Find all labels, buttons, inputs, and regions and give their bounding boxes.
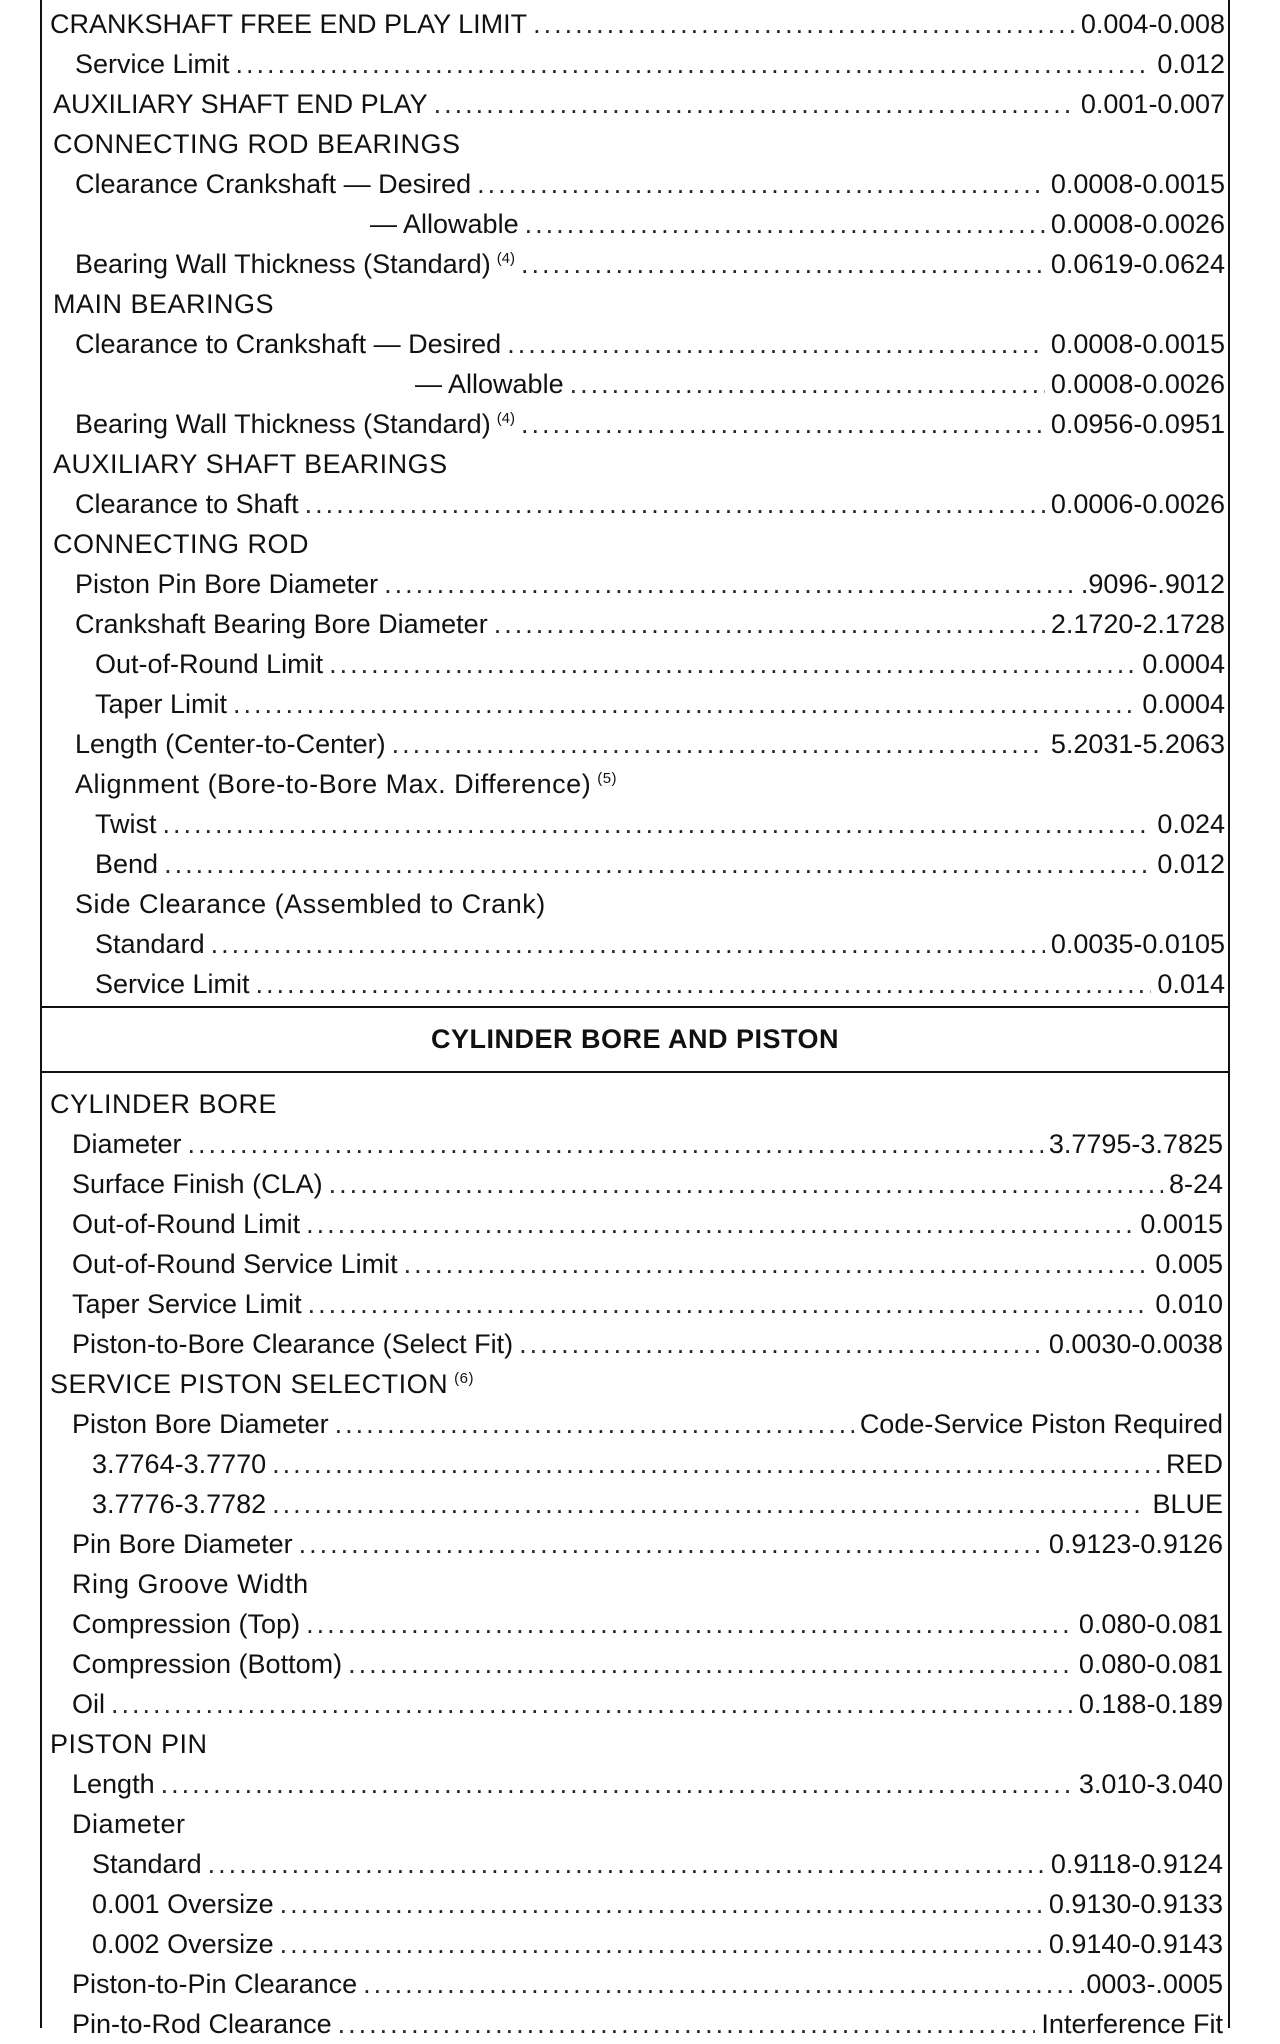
spec-label: 3.7776-3.7782 [92,1489,267,1519]
dot-leader [434,84,1075,124]
spec-row [415,364,1225,404]
dot-leader [392,724,1045,764]
dot-leader [329,644,1136,684]
spec-row [75,164,1225,204]
spec-value: 0.080-0.081 [1078,1609,1223,1639]
spec-row [53,124,1225,164]
dot-leader [338,2004,1036,2044]
dot-leader [570,364,1045,404]
dot-leader [404,1244,1150,1284]
dot-leader [525,204,1045,244]
spec-label: 0.002 Oversize [92,1929,274,1959]
dot-leader [236,44,1152,84]
spec-value: 3.010-3.040 [1078,1769,1223,1799]
spec-label: Length [72,1769,155,1799]
spec-row [92,1884,1223,1924]
spec-row [75,884,1225,924]
spec-value: 0.9130-0.9133 [1048,1889,1223,1919]
dot-leader [188,1124,1043,1164]
spec-row [75,324,1225,364]
spec-row [72,1804,1225,1844]
dot-leader [280,1924,1043,1964]
spec-value: 0.010 [1155,1289,1223,1319]
dot-leader [111,1684,1073,1724]
dot-leader [211,924,1045,964]
spec-label: Clearance to Crankshaft — Desired [75,329,502,359]
spec-row: Bearing Wall Thickness (Standard) $^{(4)}$ ..... 0.0956-0.0951 [75,404,1225,444]
spec-value: 0.0956-0.0951 [1050,409,1225,439]
spec-value: 0.188-0.189 [1078,1689,1223,1719]
spec-row [72,1564,1225,1604]
spec-row [72,1604,1223,1644]
spec-row [72,1404,1223,1444]
spec-label: Pin-to-Rod Clearance [72,2009,332,2039]
dot-leader [233,684,1136,724]
section-title: CYLINDER BORE AND PISTON [430,1024,840,1054]
spec-label: Service Limit [95,969,250,999]
spec-label: CONNECTING ROD [53,529,309,559]
spec-row [72,1244,1223,1284]
spec-row [72,1764,1223,1804]
spec-row [72,1964,1223,2004]
spec-label: Pin Bore Diameter [72,1529,293,1559]
spec-row [92,1844,1223,1884]
spec-row [75,724,1225,764]
spec-value: 0.0006-0.0026 [1050,489,1225,519]
spec-label: Bend [95,849,159,879]
spec-row [53,284,1225,324]
spec-label: Bearing Wall Thickness (Standard) [75,249,491,279]
spec-value: 0.0008-0.0015 [1050,329,1225,359]
spec-row: Bearing Wall Thickness (Standard) $^{(4)}$ ..... 0.0619-0.0624 [75,244,1225,284]
spec-label: Piston-to-Pin Clearance [72,1969,358,1999]
spec-value: 8-24 [1168,1169,1223,1199]
spec-row [72,1524,1223,1564]
dot-leader [494,604,1045,644]
spec-label: Piston Bore Diameter [72,1409,329,1439]
spec-row [75,44,1225,84]
spec-label: 3.7764-3.7770 [92,1449,267,1479]
dot-leader [256,964,1152,1004]
spec-row [95,804,1225,844]
spec-row [72,1284,1223,1324]
dot-leader [306,1204,1134,1244]
spec-value: 0.0008-0.0015 [1050,169,1225,199]
spec-row [95,844,1225,884]
spec-label: 0.001 Oversize [92,1889,274,1919]
spec-label: Clearance Crankshaft — Desired [75,169,472,199]
spec-label: Out-of-Round Limit [72,1209,301,1239]
spec-value: 0.080-0.081 [1078,1649,1223,1679]
spec-label: — Allowable [370,209,519,239]
spec-row [95,644,1225,684]
spec-label: Out-of-Round Service Limit [72,1249,398,1279]
spec-label: Ring Groove Width [72,1569,309,1599]
spec-row: SERVICE PISTON SELECTION $^{(6)}$ [50,1364,1225,1404]
spec-value: .9096-.9012 [1080,569,1225,599]
spec-value: BLUE [1152,1489,1223,1519]
spec-row [75,564,1225,604]
spec-value: 5.2031-5.2063 [1050,729,1225,759]
spec-label: SERVICE PISTON SELECTION [50,1369,449,1399]
spec-row [92,1924,1223,1964]
spec-value: 2.1720-2.1728 [1050,609,1225,639]
spec-row [53,84,1225,124]
spec-row [75,484,1225,524]
spec-row [72,2004,1223,2044]
spec-label: — Allowable [415,369,564,399]
spec-value: 0.0015 [1140,1209,1223,1239]
dot-leader [308,1284,1150,1324]
spec-value: 0.0004 [1142,689,1225,719]
dot-leader [533,4,1075,44]
spec-value: 0.012 [1157,49,1225,79]
spec-value: 0.0035-0.0105 [1050,929,1225,959]
spec-value: 0.012 [1157,849,1225,879]
spec-value: Code-Service Piston Required [859,1409,1223,1439]
spec-label: Compression (Top) [72,1609,301,1639]
spec-label: CRANKSHAFT FREE END PLAY LIMIT [50,9,528,39]
spec-label: Twist [95,809,157,839]
dot-leader [163,804,1152,844]
spec-value: 0.024 [1157,809,1225,839]
spec-label: AUXILIARY SHAFT BEARINGS [53,449,448,479]
dot-leader [329,1164,1163,1204]
spec-row [95,684,1225,724]
spec-row [72,1684,1223,1724]
spec-value: 0.004-0.008 [1080,9,1225,39]
spec-label: CONNECTING ROD BEARINGS [53,129,461,159]
spec-label: PISTON PIN [50,1729,208,1759]
spec-row [72,1324,1223,1364]
spec-label: Bearing Wall Thickness (Standard) [75,409,491,439]
spec-value: Interference Fit [1041,2009,1223,2039]
spec-label: CYLINDER BORE [50,1089,278,1119]
spec-value: .0003-.0005 [1078,1969,1223,1999]
spec-value: 0.005 [1155,1249,1223,1279]
spec-label: Diameter [72,1129,182,1159]
dot-leader [272,1484,1146,1524]
spec-row [72,1124,1223,1164]
spec-label: Standard [95,929,205,959]
spec-row [370,204,1225,244]
dot-leader [305,484,1045,524]
dot-leader [521,404,1045,444]
dot-leader [363,1964,1073,2004]
dot-leader [477,164,1045,204]
dot-leader [272,1444,1160,1484]
dot-leader [299,1524,1043,1564]
dot-leader [521,244,1045,284]
dot-leader [161,1764,1073,1804]
spec-row [95,924,1225,964]
dot-leader [507,324,1045,364]
spec-label: AUXILIARY SHAFT END PLAY [53,89,428,119]
spec-label: Out-of-Round Limit [95,649,324,679]
spec-row [95,964,1225,1004]
spec-value: 0.014 [1157,969,1225,999]
spec-row [92,1444,1223,1484]
spec-label: Standard [92,1849,202,1879]
spec-label: Surface Finish (CLA) [72,1169,323,1199]
spec-value: 0.0008-0.0026 [1050,209,1225,239]
spec-row [53,524,1225,564]
spec-label: Compression (Bottom) [72,1649,343,1679]
spec-value: 0.9118-0.9124 [1050,1849,1223,1879]
spec-row [50,1084,1225,1124]
spec-value: 0.0008-0.0026 [1050,369,1225,399]
spec-row [50,4,1225,44]
spec-value: RED [1165,1449,1223,1479]
dot-leader [384,564,1075,604]
spec-value: 0.001-0.007 [1080,89,1225,119]
spec-label: Piston-to-Bore Clearance (Select Fit) [72,1329,514,1359]
spec-row [72,1164,1223,1204]
spec-label: Crankshaft Bearing Bore Diameter [75,609,488,639]
spec-row [53,444,1225,484]
dot-leader [208,1844,1045,1884]
spec-label: Oil [72,1689,105,1719]
spec-label: Length (Center-to-Center) [75,729,386,759]
spec-label: Diameter [72,1809,186,1839]
spec-label: Piston Pin Bore Diameter [75,569,379,599]
dot-leader [164,844,1151,884]
spec-row [72,1204,1223,1244]
dot-leader [306,1604,1073,1644]
spec-label: Clearance to Shaft [75,489,299,519]
spec-value: 0.9123-0.9126 [1048,1529,1223,1559]
spec-label: Alignment (Bore-to-Bore Max. Difference) [75,769,592,799]
spec-row [50,1724,1225,1764]
spec-label: MAIN BEARINGS [53,289,275,319]
spec-row [92,1484,1223,1524]
spec-value: 0.0030-0.0038 [1048,1329,1223,1359]
dot-leader [348,1644,1073,1684]
dot-leader [280,1884,1043,1924]
spec-row [72,1644,1223,1684]
spec-label: Service Limit [75,49,230,79]
spec-label: Side Clearance (Assembled to Crank) [75,889,546,919]
spec-row [75,604,1225,644]
dot-leader [519,1324,1043,1364]
spec-value: 0.0004 [1142,649,1225,679]
spec-row: Alignment (Bore-to-Bore Max. Difference) $^{(5)}$ [75,764,1225,804]
spec-label: Taper Service Limit [72,1289,302,1319]
spec-value: 3.7795-3.7825 [1048,1129,1223,1159]
spec-value: 0.0619-0.0624 [1050,249,1225,279]
spec-value: 0.9140-0.9143 [1048,1929,1223,1959]
spec-label: Taper Limit [95,689,228,719]
dot-leader [335,1404,854,1444]
